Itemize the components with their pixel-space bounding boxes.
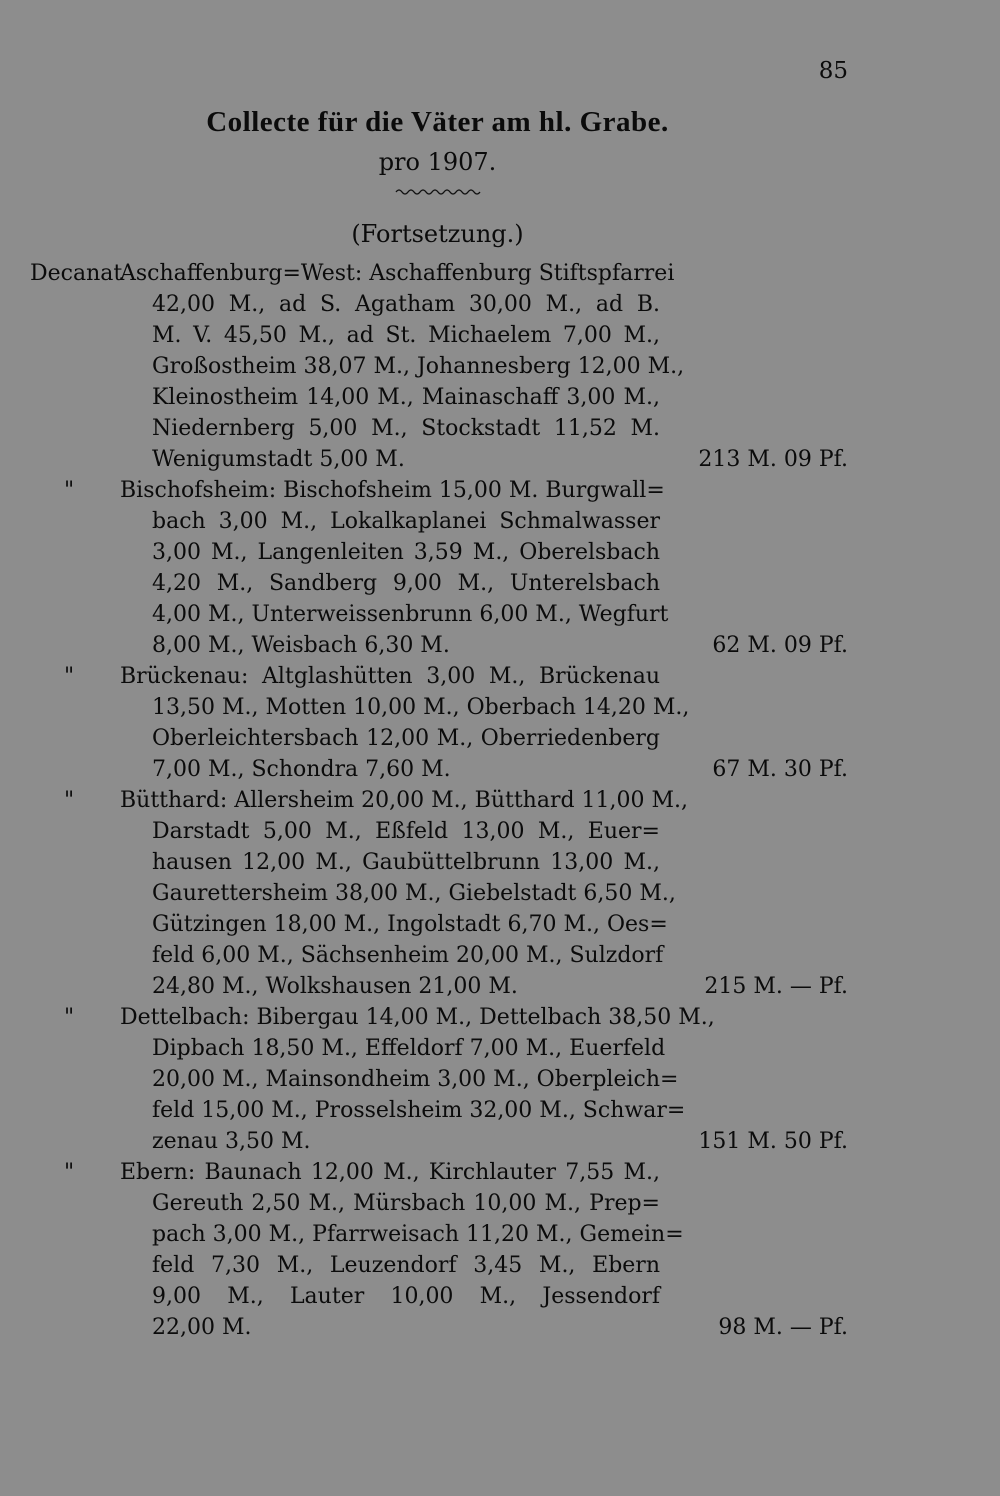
entry-line (0, 723, 1000, 754)
entry-amount: 213 M. 09 Pf. (698, 447, 848, 472)
entry-text: Gaurettersheim 38,00 M., Giebelstadt 6,50 M., (152, 881, 676, 906)
entry-text: hausen 12,00 M., Gaubüttelbrunn 13,00 M., (152, 850, 660, 875)
entry-line (0, 537, 1000, 568)
page-number: 85 (818, 58, 848, 84)
entry-line (0, 1312, 1000, 1343)
entry-amount: 62 M. 09 Pf. (712, 633, 848, 658)
entry-text: 4,00 M., Unterweissenbrunn 6,00 M., Wegfurt (152, 602, 669, 627)
entry-line (0, 1188, 1000, 1219)
entry-line (0, 971, 1000, 1002)
entry-line (0, 909, 1000, 940)
decanat-label: Decanat (30, 261, 123, 286)
entry-amount: 98 M. — Pf. (718, 1315, 848, 1340)
entry-line (0, 1126, 1000, 1157)
entry-text: Dettelbach: Bibergau 14,00 M., Dettelbach 38,50 M., (120, 1005, 715, 1030)
entry-text: 3,00 M., Langenleiten 3,59 M., Oberelsbach (152, 540, 660, 565)
entry-text: Wenigumstadt 5,00 M. (152, 447, 405, 472)
decanat-entry (0, 1002, 1000, 1157)
entry-text: Dipbach 18,50 M., Effeldorf 7,00 M., Euerfeld (152, 1036, 666, 1061)
ditto-mark: " (64, 664, 75, 689)
entry-line (0, 1064, 1000, 1095)
entry-text: Großostheim 38,07 M., Johannesberg 12,00 M., (152, 354, 685, 379)
entry-text: 20,00 M., Mainsondheim 3,00 M., Oberpleich= (152, 1067, 679, 1092)
entry-line (0, 1157, 1000, 1188)
entry-text: M. V. 45,50 M., ad St. Michaelem 7,00 M., (152, 323, 660, 348)
entry-text: 9,00 M., Lauter 10,00 M., Jessendorf (152, 1284, 660, 1309)
entry-line (0, 1095, 1000, 1126)
decanat-entry (0, 258, 1000, 475)
entry-text: feld 7,30 M., Leuzendorf 3,45 M., Ebern (152, 1253, 660, 1278)
entry-text: Bischofsheim: Bischofsheim 15,00 M. Burgwall= (120, 478, 665, 503)
entry-text: Bütthard: Allersheim 20,00 M., Bütthard 11,00 M., (120, 788, 689, 813)
page-title: Collecte für die Väter am hl. Grabe. (206, 106, 669, 138)
entry-text: Aschaffenburg=West: Aschaffenburg Stiftspfarrei (120, 261, 675, 286)
entry-text: feld 15,00 M., Prosselsheim 32,00 M., Schwar= (152, 1098, 686, 1123)
entry-text: bach 3,00 M., Lokalkaplanei Schmalwasser (152, 509, 660, 534)
entry-line (0, 351, 1000, 382)
entry-text: Niedernberg 5,00 M., Stockstadt 11,52 M. (152, 416, 660, 441)
entry-line (0, 1219, 1000, 1250)
entry-text: 4,20 M., Sandberg 9,00 M., Unterelsbach (152, 571, 660, 596)
entry-text: 8,00 M., Weisbach 6,30 M. (152, 633, 450, 658)
entry-line (0, 785, 1000, 816)
entry-line (0, 661, 1000, 692)
entry-text: Gützingen 18,00 M., Ingolstadt 6,70 M., Oes= (152, 912, 668, 937)
entry-text: Brückenau: Altglashütten 3,00 M., Brückenau (120, 664, 660, 689)
ditto-mark: " (64, 788, 75, 813)
ditto-mark: " (64, 478, 75, 503)
entry-line (0, 847, 1000, 878)
decanat-entry (0, 1157, 1000, 1343)
entry-line (0, 475, 1000, 506)
entry-line (0, 413, 1000, 444)
entry-line (0, 878, 1000, 909)
entry-line (0, 382, 1000, 413)
entry-line (0, 568, 1000, 599)
entry-text: 22,00 M. (152, 1315, 252, 1340)
entry-text: Oberleichtersbach 12,00 M., Oberriedenberg (152, 726, 660, 751)
entry-text: Gereuth 2,50 M., Mürsbach 10,00 M., Prep= (152, 1191, 660, 1216)
decanat-entry (0, 661, 1000, 785)
entry-line (0, 599, 1000, 630)
page-subtitle: pro 1907. (378, 148, 497, 176)
entry-line (0, 754, 1000, 785)
continued-note: (Fortsetzung.) (351, 220, 524, 248)
entry-line (0, 444, 1000, 475)
entry-line (0, 506, 1000, 537)
entry-line (0, 1281, 1000, 1312)
ditto-mark: " (64, 1005, 75, 1030)
entry-text: Darstadt 5,00 M., Eßfeld 13,00 M., Euer= (152, 819, 660, 844)
ditto-mark: " (64, 1160, 75, 1185)
wavy-ornament-icon (394, 186, 484, 198)
entry-text: 24,80 M., Wolkshausen 21,00 M. (152, 974, 518, 999)
entry-line (0, 630, 1000, 661)
entry-amount: 215 M. — Pf. (704, 974, 848, 999)
decanat-entry (0, 785, 1000, 1002)
entry-amount: 67 M. 30 Pf. (712, 757, 848, 782)
entry-text: zenau 3,50 M. (152, 1129, 311, 1154)
entry-amount: 151 M. 50 Pf. (698, 1129, 848, 1154)
entry-line (0, 816, 1000, 847)
entry-text: 42,00 M., ad S. Agatham 30,00 M., ad B. (152, 292, 660, 317)
entry-text: pach 3,00 M., Pfarrweisach 11,20 M., Gemein= (152, 1222, 684, 1247)
entry-line (0, 1250, 1000, 1281)
decanat-entry (0, 475, 1000, 661)
entry-text: Kleinostheim 14,00 M., Mainaschaff 3,00 M., (152, 385, 660, 410)
entry-text: Ebern: Baunach 12,00 M., Kirchlauter 7,55 M., (120, 1160, 660, 1185)
entry-line (0, 1002, 1000, 1033)
entry-line (0, 289, 1000, 320)
entry-text: 13,50 M., Motten 10,00 M., Oberbach 14,20 M., (152, 695, 690, 720)
entries-list (0, 258, 1000, 1343)
entry-text: 7,00 M., Schondra 7,60 M. (152, 757, 451, 782)
entry-line (0, 692, 1000, 723)
entry-line (0, 320, 1000, 351)
entry-line (0, 940, 1000, 971)
entry-line (0, 258, 1000, 289)
entry-line (0, 1033, 1000, 1064)
entry-text: feld 6,00 M., Sächsenheim 20,00 M., Sulzdorf (152, 943, 664, 968)
